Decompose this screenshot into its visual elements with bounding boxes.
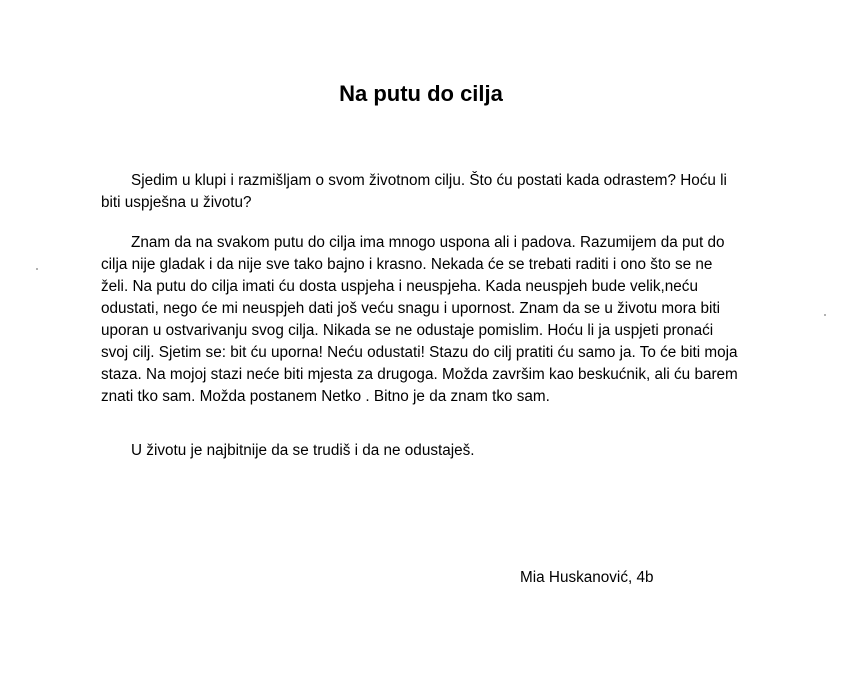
paragraph-conclusion: U životu je najbitnije da se trudiš i da ne odustaješ. (131, 442, 475, 459)
scan-speck (824, 314, 826, 316)
author-signature: Mia Huskanović, 4b (520, 569, 654, 586)
paragraph-intro: Sjedim u klupi i razmišljam o svom životnom cilju. Što ću postati kada odrastem? Hoću li biti uspješna u životu? (101, 172, 727, 211)
paragraph-body: Znam da na svakom putu do cilja ima mnogo uspona ali i padova. Razumijem da put do cilja nije gladak i da nije sve tako bajno i krasno. Nekada će se trebati raditi i ono što se ne želi. Na putu do cilja imati ću dosta uspjeha i neuspjeha. Kada neuspjeh bude velik,neću odustati, nego će mi neuspjeh dati još veću snagu i upornost. Znam da se u životu mora biti uporan u ostvarivanju svog cilja. Nikada se ne odustaje pomislim. Hoću li ja uspjeti pronaći svoj cilj. Sjetim se: bit ću uporna! Neću odustati! Stazu do cilj pratiti ću samo ja. To će biti moja staza. Na mojoj stazi neće biti mjesta za drugoga. Možda završim kao beskućnik, ali ću barem znati tko sam. Možda postanem Netko . Bitno je da znam tko sam. (101, 234, 738, 405)
scan-speck (36, 268, 38, 270)
document-title: Na putu do cilja (339, 81, 503, 106)
